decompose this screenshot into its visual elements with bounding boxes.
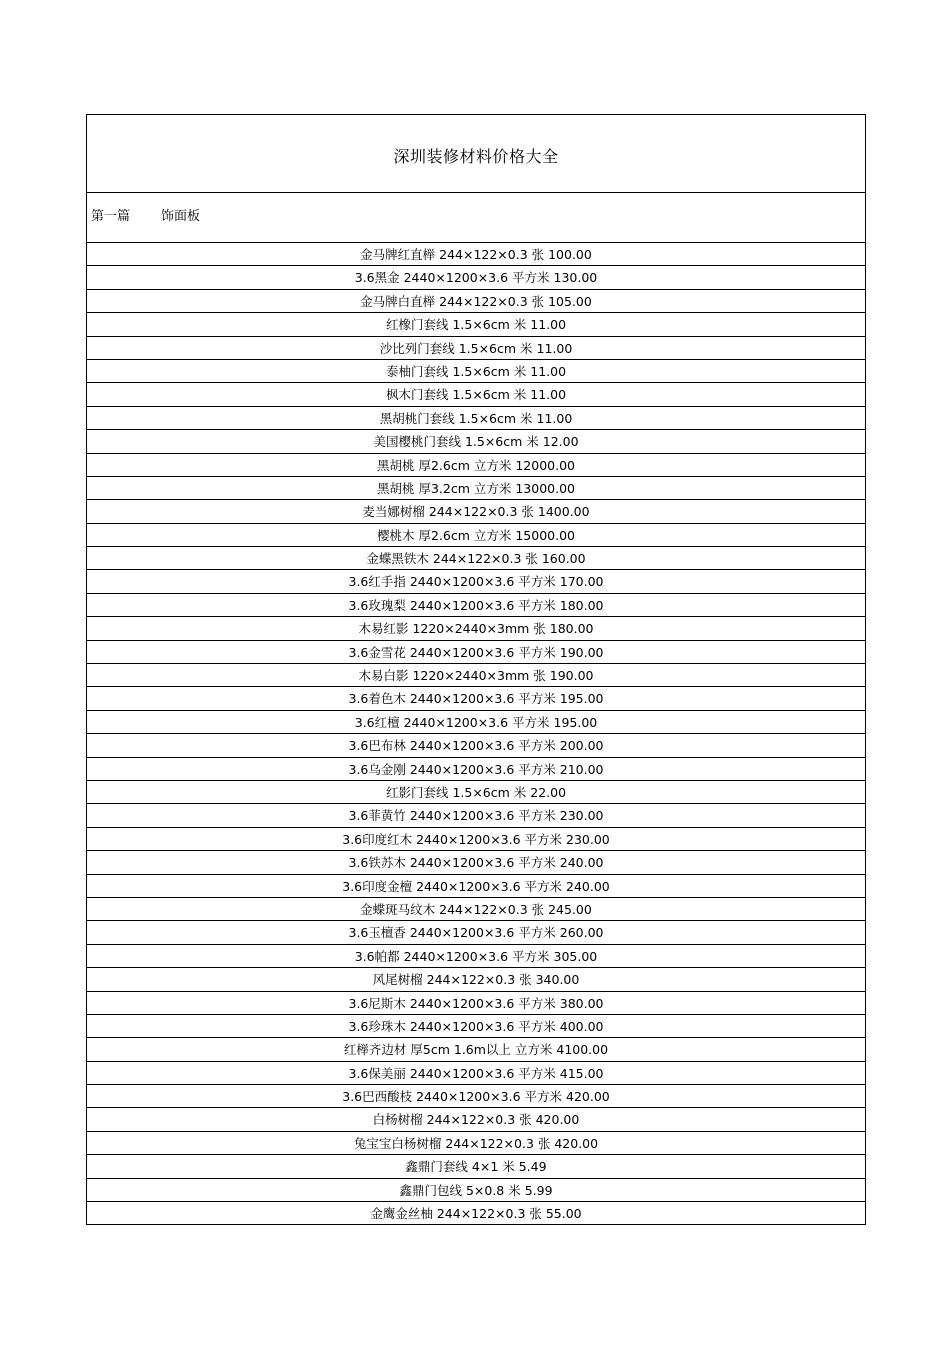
table-row: 枫木门套线 1.5×6cm 米 11.00	[87, 383, 865, 406]
table-row: 3.6帕都 2440×1200×3.6 平方米 305.00	[87, 945, 865, 968]
document-title: 深圳装修材料价格大全	[393, 147, 559, 166]
table-row: 3.6乌金刚 2440×1200×3.6 平方米 210.00	[87, 758, 865, 781]
table-row: 金蝶黑铁木 244×122×0.3 张 160.00	[87, 547, 865, 570]
table-row: 白杨树榴 244×122×0.3 张 420.00	[87, 1108, 865, 1131]
table-row: 木易红影 1220×2440×3mm 张 180.00	[87, 617, 865, 640]
table-row: 3.6着色木 2440×1200×3.6 平方米 195.00	[87, 687, 865, 710]
table-row: 3.6印度红木 2440×1200×3.6 平方米 230.00	[87, 828, 865, 851]
table-row: 3.6菲黄竹 2440×1200×3.6 平方米 230.00	[87, 804, 865, 827]
table-row: 麦当娜树榴 244×122×0.3 张 1400.00	[87, 500, 865, 523]
table-row: 红橡门套线 1.5×6cm 米 11.00	[87, 313, 865, 336]
price-table	[86, 114, 866, 1225]
table-row: 兔宝宝白杨树榴 244×122×0.3 张 420.00	[87, 1132, 865, 1155]
table-row: 樱桃木 厚2.6cm 立方米 15000.00	[87, 524, 865, 547]
table-row: 3.6巴西酸枝 2440×1200×3.6 平方米 420.00	[87, 1085, 865, 1108]
section-name: 饰面板	[161, 209, 201, 224]
table-row: 木易白影 1220×2440×3mm 张 190.00	[87, 664, 865, 687]
table-row: 3.6黑金 2440×1200×3.6 平方米 130.00	[87, 266, 865, 289]
table-row: 泰柚门套线 1.5×6cm 米 11.00	[87, 360, 865, 383]
section-number: 第一篇	[91, 209, 131, 224]
table-row: 红影门套线 1.5×6cm 米 22.00	[87, 781, 865, 804]
table-row: 沙比列门套线 1.5×6cm 米 11.00	[87, 337, 865, 360]
table-row: 3.6红檀 2440×1200×3.6 平方米 195.00	[87, 711, 865, 734]
table-row: 3.6保美丽 2440×1200×3.6 平方米 415.00	[87, 1062, 865, 1085]
title-row	[87, 115, 865, 193]
table-row: 红榉齐边材 厚5cm 1.6m以上 立方米 4100.00	[87, 1038, 865, 1061]
table-row: 3.6玉檀香 2440×1200×3.6 平方米 260.00	[87, 921, 865, 944]
section-header-row	[87, 193, 865, 243]
table-row: 3.6红手指 2440×1200×3.6 平方米 170.00	[87, 570, 865, 593]
table-row: 风尾树榴 244×122×0.3 张 340.00	[87, 968, 865, 991]
table-row: 金蝶斑马纹木 244×122×0.3 张 245.00	[87, 898, 865, 921]
table-row: 3.6铁苏木 2440×1200×3.6 平方米 240.00	[87, 851, 865, 874]
table-row: 金马牌白直榉 244×122×0.3 张 105.00	[87, 290, 865, 313]
table-row: 金马牌红直榉 244×122×0.3 张 100.00	[87, 243, 865, 266]
table-row: 3.6金雪花 2440×1200×3.6 平方米 190.00	[87, 641, 865, 664]
table-row: 金鹰金丝柚 244×122×0.3 张 55.00	[370, 1206, 582, 1222]
table-row: 鑫鼎门套线 4×1 米 5.49	[87, 1155, 865, 1178]
table-row: 黑胡桃 厚3.2cm 立方米 13000.00	[87, 477, 865, 500]
table-row: 3.6珍珠木 2440×1200×3.6 平方米 400.00	[87, 1015, 865, 1038]
table-row: 黑胡桃门套线 1.5×6cm 米 11.00	[87, 407, 865, 430]
table-row: 3.6巴布林 2440×1200×3.6 平方米 200.00	[87, 734, 865, 757]
table-row: 美国樱桃门套线 1.5×6cm 米 12.00	[87, 430, 865, 453]
table-row: 3.6尼斯木 2440×1200×3.6 平方米 380.00	[87, 992, 865, 1015]
table-row: 3.6印度金檀 2440×1200×3.6 平方米 240.00	[87, 875, 865, 898]
table-row: 3.6玫瑰梨 2440×1200×3.6 平方米 180.00	[87, 594, 865, 617]
item-list	[87, 243, 865, 1224]
table-row: 鑫鼎门包线 5×0.8 米 5.99	[87, 1179, 865, 1202]
table-row: 黑胡桃 厚2.6cm 立方米 12000.00	[87, 454, 865, 477]
